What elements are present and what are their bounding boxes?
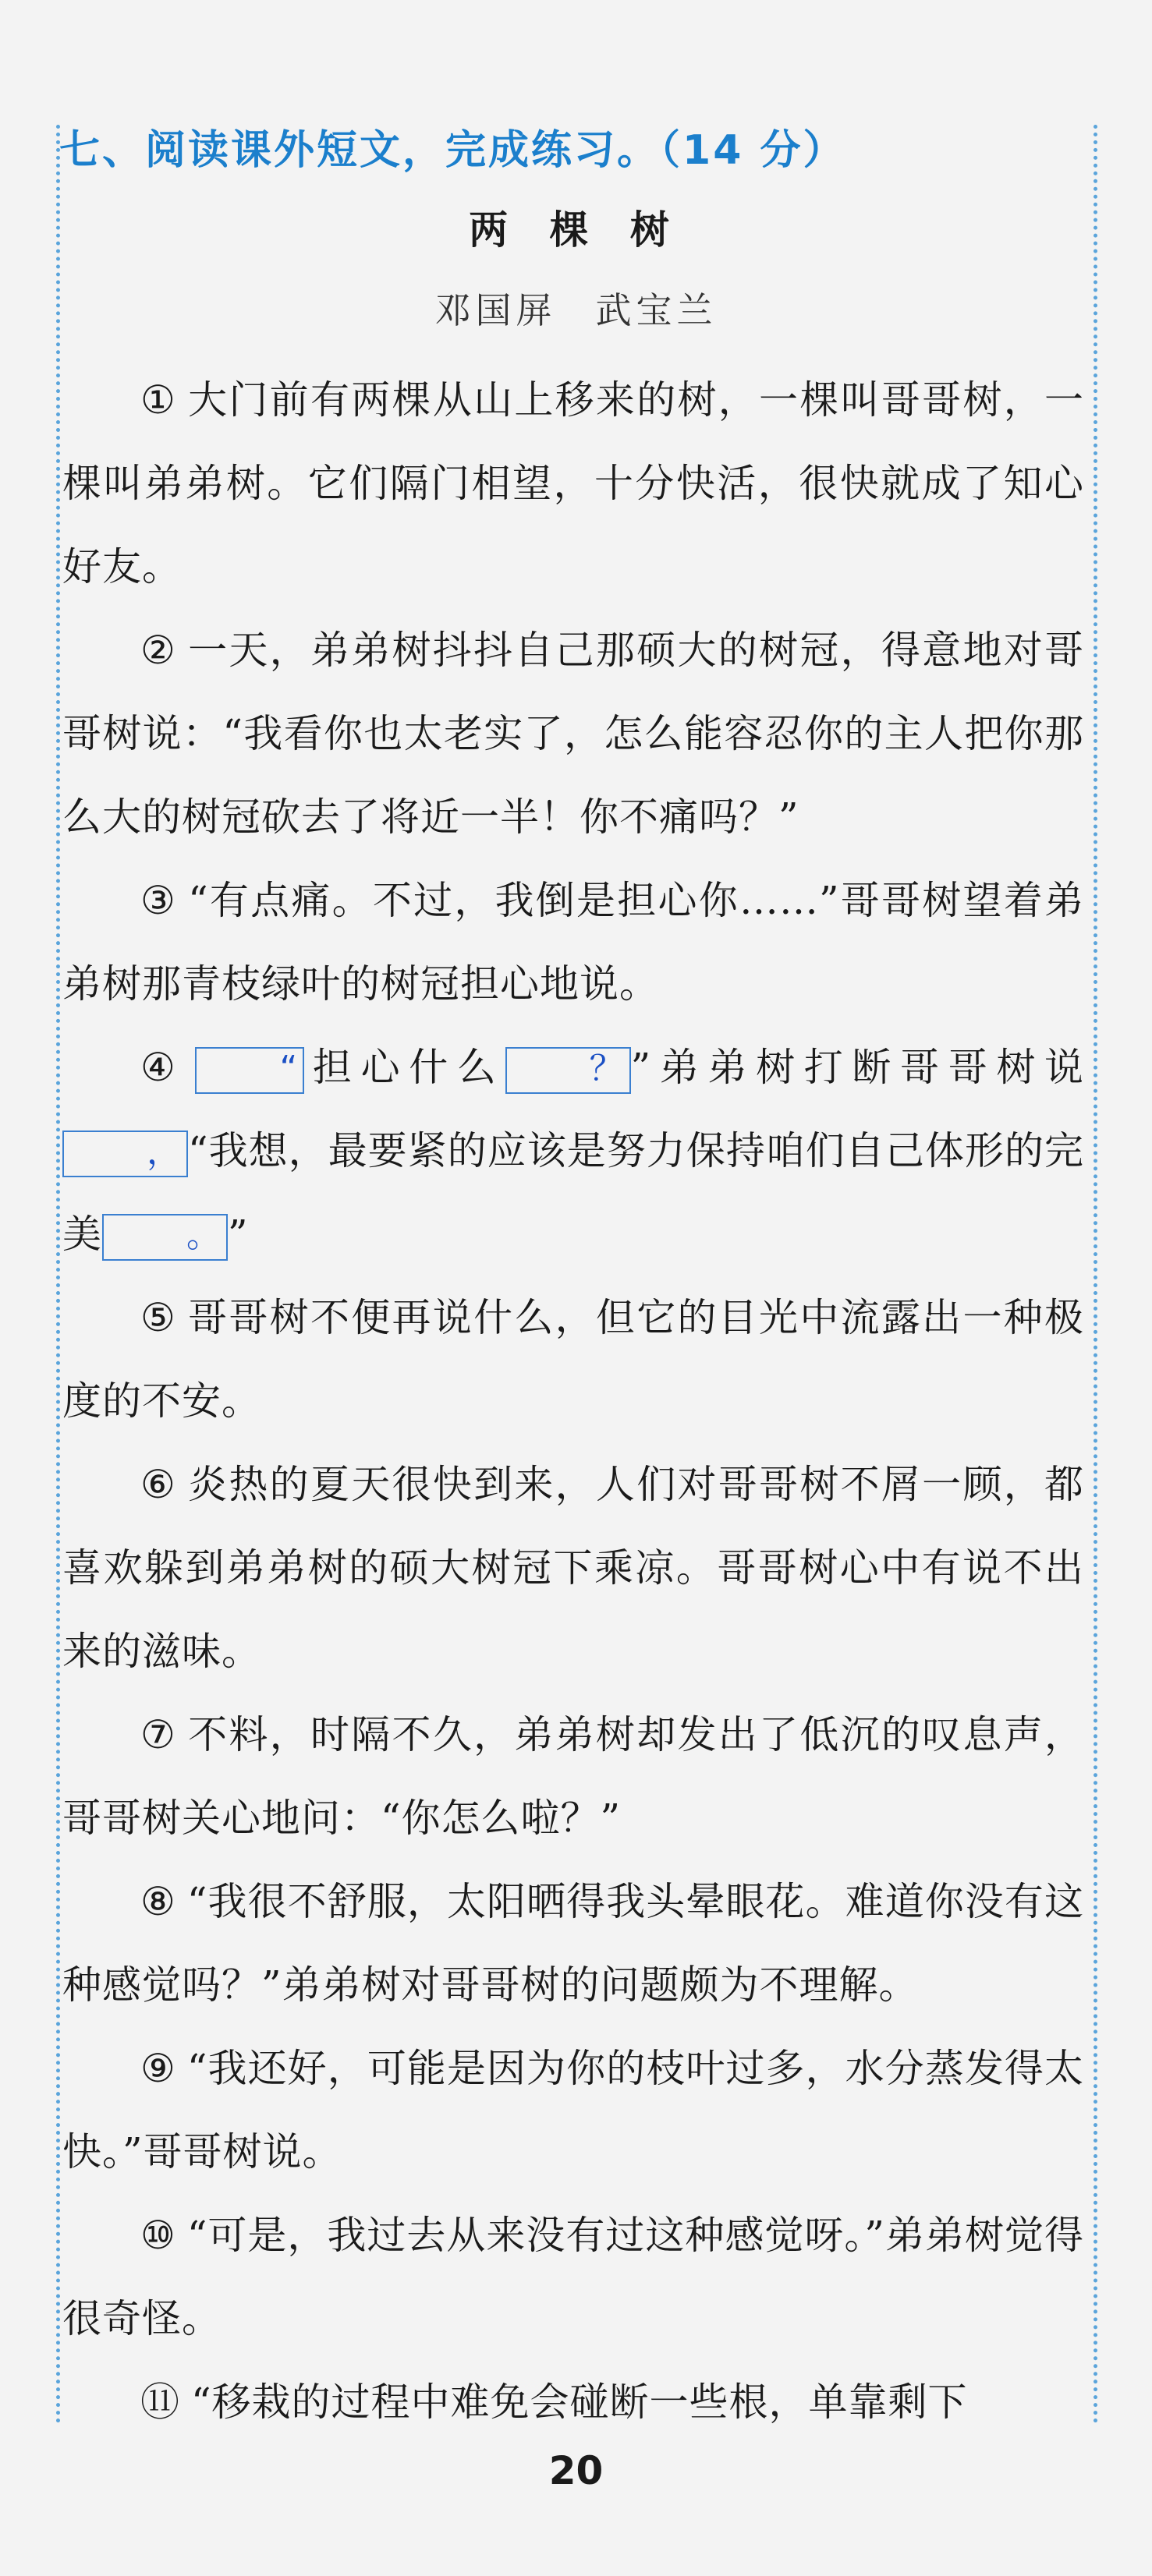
- paragraph-number: ④: [140, 1045, 185, 1090]
- paragraph-6: ⑥ 炎热的夏天很快到来，人们对哥哥树不屑一顾，都喜欢躲到弟弟树的硕大树冠下乘凉。哥哥树心中有说不出来的滋味。: [62, 1462, 1084, 1674]
- paragraph-number: ⑦: [140, 1712, 178, 1757]
- paragraph-11: ⑪ “移栽的过程中难免会碰断一些根，单靠剩下: [140, 2380, 968, 2425]
- paragraph-7: ⑦ 不料，时隔不久，弟弟树却发出了低沉的叹息声，哥哥树关心地问：“你怎么啦？”: [62, 1712, 1084, 1841]
- paragraph-number: ⑥: [140, 1462, 178, 1507]
- paragraph-10: ⑩ “可是，我过去从来没有过这种感觉呀。”弟弟树觉得很奇怪。: [62, 2213, 1084, 2341]
- paragraph-number: ①: [140, 377, 178, 423]
- punctuation-blank[interactable]: 。: [102, 1214, 228, 1261]
- paragraph-number: ③: [140, 878, 178, 923]
- story-title: 两 棵 树: [469, 207, 683, 253]
- paragraph-5: ⑤ 哥哥树不便再说什么，但它的目光中流露出一种极度的不安。: [62, 1295, 1084, 1424]
- paragraph-number: ⑧: [140, 1879, 176, 1924]
- author-name: 邓国屏: [434, 289, 557, 331]
- paragraph-3: ③ “有点痛。不过，我倒是担心你……”哥哥树望着弟弟树那青枝绿叶的树冠担心地说。: [62, 878, 1085, 1007]
- author-name: 武宝兰: [595, 289, 718, 331]
- punctuation-blank[interactable]: ，: [62, 1131, 188, 1177]
- paragraph-number: ⑤: [140, 1295, 178, 1340]
- punctuation-blank[interactable]: ？: [505, 1047, 631, 1094]
- page-number: 20: [548, 2448, 604, 2493]
- paragraph-number: ⑨: [140, 2046, 176, 2091]
- paragraph-1: ① 大门前有两棵从山上移来的树，一棵叫哥哥树，一棵叫弟弟树。它们隔门相望，十分快活，很快就成了知心好友。: [62, 377, 1084, 589]
- story-body: [62, 359, 1084, 2444]
- punctuation-blank[interactable]: “: [195, 1047, 304, 1094]
- paragraph-8: ⑧ “我很不舒服，太阳晒得我头晕眼花。难道你没有这种感觉吗？”弟弟树对哥哥树的问题颇为不理解。: [62, 1879, 1085, 2008]
- paragraph-4: ④ “ 担心什么 ？ ”弟弟树打断哥哥树说， “我想，最要紧的应该是努力保持咱们自己体形的完美 。 ”: [62, 1026, 1084, 1276]
- section-title: 七、阅读课外短文，完成练习。（14 分）: [59, 127, 846, 174]
- story-authors: [0, 282, 1152, 334]
- paragraph-2: ② 一天，弟弟树抖抖自己那硕大的树冠，得意地对哥哥树说：“我看你也太老实了，怎么能容忍你的主人把你那么大的树冠砍去了将近一半！你不痛吗？”: [62, 628, 1084, 840]
- section-score: （14 分）: [660, 127, 846, 174]
- paragraph-number: ②: [140, 628, 178, 673]
- paragraph-9: ⑨ “我还好，可能是因为你的枝叶过多，水分蒸发得太快。”哥哥树说。: [62, 2046, 1085, 2174]
- paragraph-number: ⑪: [140, 2380, 180, 2425]
- paragraph-number: ⑩: [140, 2213, 176, 2258]
